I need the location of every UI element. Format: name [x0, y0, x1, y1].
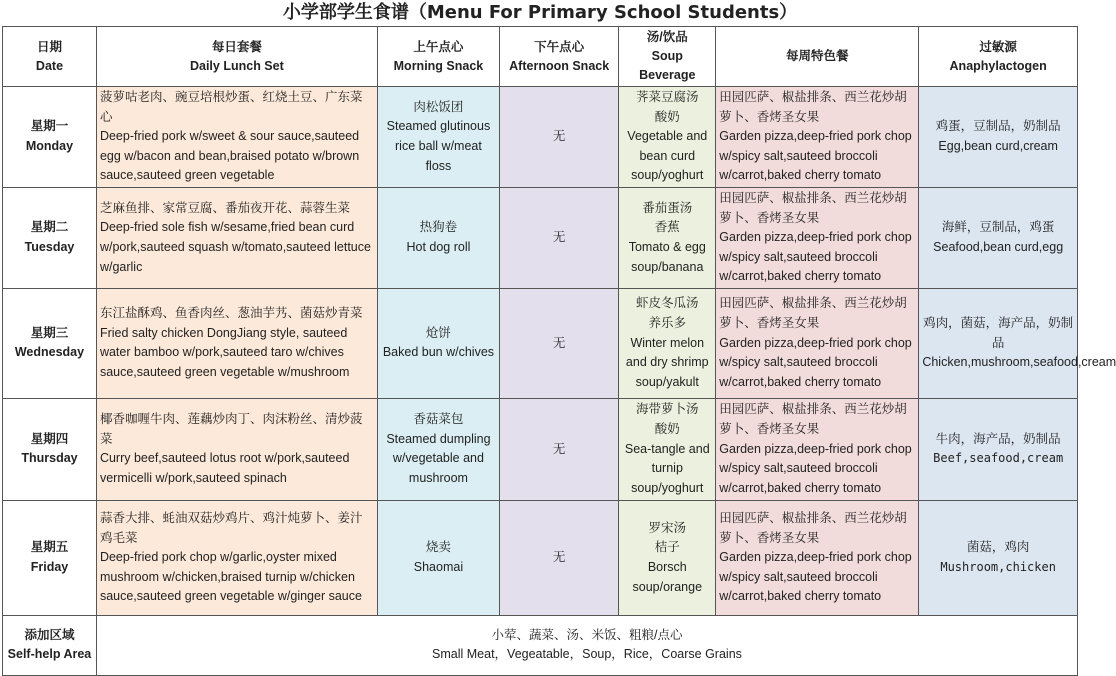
morning-snack-cell: 热狗卷 Hot dog roll: [377, 187, 499, 288]
allergen-cell: 菌菇，鸡肉 Mushroom,chicken: [919, 500, 1078, 615]
allergen-cell: 鸡肉，菌菇，海产品，奶制品Chicken,mushroom,seafood,cream: [919, 288, 1078, 398]
lunch-cell: 蒜香大排、蚝油双菇炒鸡片、鸡汁炖萝卜、姜汁鸡毛菜 Deep-fried pork chop w/garlic,oyster mixed mushroom w/chicken,braised turnip w/chicken sauce,sauteed green vegetable w/ginger sauce: [96, 500, 377, 615]
header-date: 日期 Date: [3, 27, 97, 87]
header-special: 每周特色餐: [716, 27, 919, 87]
special-cell: 田园匹萨、椒盐排条、西兰花炒胡萝卜、香烤圣女果 Garden pizza,deep-fried pork chop w/spicy salt,sauteed broccoli w/carrot,baked cherry tomato: [716, 288, 919, 398]
header-afternoon-snack: 下午点心 Afternoon Snack: [500, 27, 619, 87]
table-row: [3, 87, 1078, 188]
soup-cell: 虾皮冬瓜汤 养乐多 Winter melon and dry shrimp soup/yakult: [619, 288, 716, 398]
header-morning-snack: 上午点心 Morning Snack: [377, 27, 499, 87]
afternoon-snack-cell: 无: [500, 288, 619, 398]
self-help-label: 添加区域 Self-help Area: [3, 615, 97, 675]
table-row: [3, 288, 1078, 398]
lunch-cell: 东江盐酥鸡、鱼香肉丝、葱油芋艿、菌菇炒青菜 Fried salty chicken DongJiang style, sauteed water bamboo w/pork,sauteed taro w/chives sauce,sauteed green vegetable w/mushroom: [96, 288, 377, 398]
afternoon-snack-cell: 无: [500, 500, 619, 615]
self-help-content: 小荤、蔬菜、汤、米饭、粗粮/点心 Small Meat，Vegeatable，Soup，Rice，Coarse Grains: [96, 615, 1077, 675]
allergen-cell: 鸡蛋，豆制品，奶制品 Egg,bean curd,cream: [919, 87, 1078, 188]
header-row: [3, 27, 1078, 87]
self-help-row: [3, 615, 1078, 675]
lunch-cell: 椰香咖喱牛肉、莲藕炒肉丁、肉沫粉丝、清炒菠菜 Curry beef,sauteed lotus root w/pork,sauteed vermicelli w/pork,sauteed spinach: [96, 398, 377, 500]
afternoon-snack-cell: 无: [500, 398, 619, 500]
morning-snack-cell: 香菇菜包 Steamed dumpling w/vegetable and mushroom: [377, 398, 499, 500]
day-cell: 星期五 Friday: [3, 500, 97, 615]
morning-snack-cell: 烧卖 Shaomai: [377, 500, 499, 615]
day-cell: 星期三 Wednesday: [3, 288, 97, 398]
special-cell: 田园匹萨、椒盐排条、西兰花炒胡萝卜、香烤圣女果 Garden pizza,deep-fried pork chop w/spicy salt,sauteed broccoli w/carrot,baked cherry tomato: [716, 398, 919, 500]
special-cell: 田园匹萨、椒盐排条、西兰花炒胡萝卜、香烤圣女果 Garden pizza,deep-fried pork chop w/spicy salt,sauteed broccoli w/carrot,baked cherry tomato: [716, 87, 919, 188]
day-cell: 星期一 Monday: [3, 87, 97, 188]
day-cell: 星期二 Tuesday: [3, 187, 97, 288]
afternoon-snack-cell: 无: [500, 187, 619, 288]
morning-snack-cell: 炝饼 Baked bun w/chives: [377, 288, 499, 398]
allergen-cell: 海鲜，豆制品，鸡蛋 Seafood,bean curd,egg: [919, 187, 1078, 288]
soup-cell: 荠菜豆腐汤 酸奶 Vegetable and bean curd soup/yoghurt: [619, 87, 716, 188]
special-cell: 田园匹萨、椒盐排条、西兰花炒胡萝卜、香烤圣女果 Garden pizza,deep-fried pork chop w/spicy salt,sauteed broccoli w/carrot,baked cherry tomato: [716, 500, 919, 615]
menu-table: [2, 26, 1116, 676]
allergen-cell: 牛肉，海产品，奶制品 Beef,seafood,cream: [919, 398, 1078, 500]
table-row: [3, 398, 1078, 500]
header-lunch: 每日套餐 Daily Lunch Set: [96, 27, 377, 87]
page-title: 小学部学生食谱（Menu For Primary School Students）: [282, 2, 798, 23]
soup-cell: 海带萝卜汤 酸奶 Sea-tangle and turnip soup/yoghurt: [619, 398, 716, 500]
afternoon-snack-cell: 无: [500, 87, 619, 188]
day-cell: 星期四 Thursday: [3, 398, 97, 500]
morning-snack-cell: 肉松饭团 Steamed glutinous rice ball w/meat floss: [377, 87, 499, 188]
header-allergen: 过敏源 Anaphylactogen: [919, 27, 1078, 87]
header-soup: 汤/饮品 Soup Beverage: [619, 27, 716, 87]
soup-cell: 罗宋汤 桔子 Borsch soup/orange: [619, 500, 716, 615]
lunch-cell: 芝麻鱼排、家常豆腐、番茄夜开花、蒜蓉生菜 Deep-fried sole fish w/sesame,fried bean curd w/pork,sauteed squash w/tomato,sauteed lettuce w/garlic: [96, 187, 377, 288]
table-row: [3, 500, 1078, 615]
lunch-cell: 菠萝咕老肉、豌豆培根炒蛋、红烧土豆、广东菜心 Deep-fried pork w/sweet & sour sauce,sauteed egg w/bacon and bean,braised potato w/brown sauce,sauteed green vegetable: [96, 87, 377, 188]
soup-cell: 番茄蛋汤 香蕉 Tomato & egg soup/banana: [619, 187, 716, 288]
special-cell: 田园匹萨、椒盐排条、西兰花炒胡萝卜、香烤圣女果 Garden pizza,deep-fried pork chop w/spicy salt,sauteed broccoli w/carrot,baked cherry tomato: [716, 187, 919, 288]
table-row: [3, 187, 1078, 288]
